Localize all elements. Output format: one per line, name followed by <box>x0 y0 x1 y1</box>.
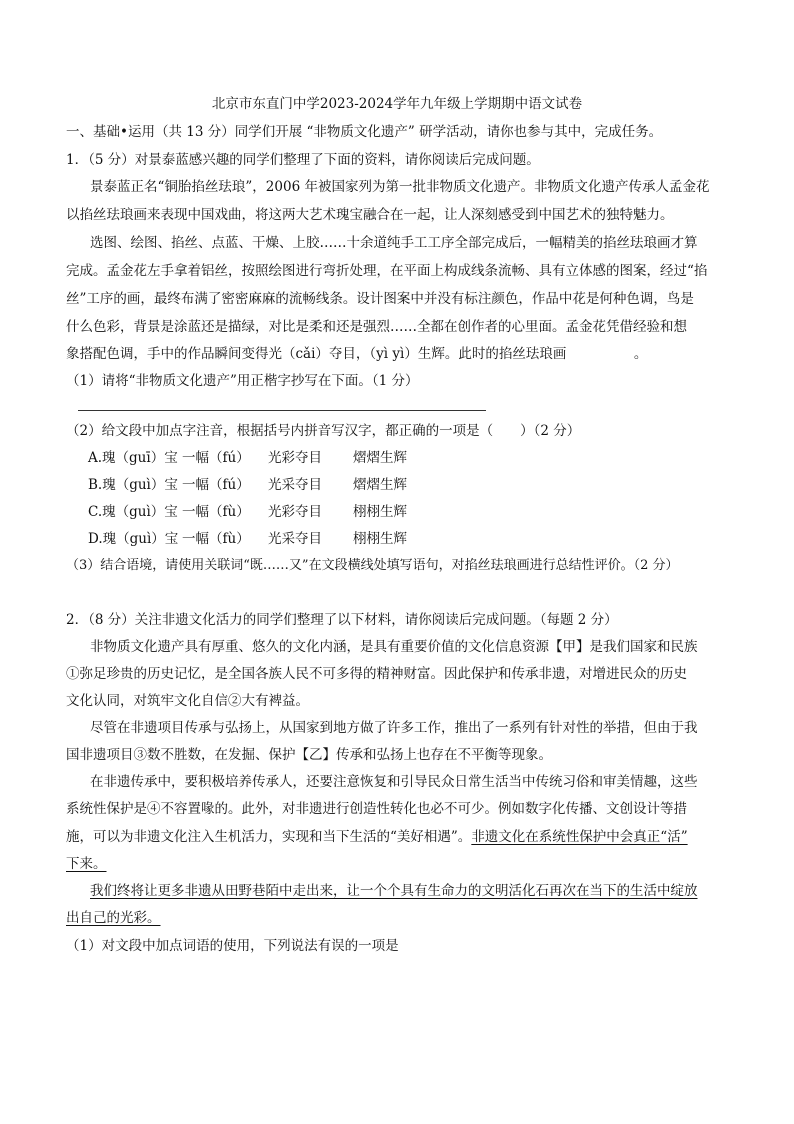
option-part: 光彩夺目 <box>268 504 322 520</box>
option-part: C.瑰（guì）宝 <box>88 504 178 520</box>
q1-sub2: （2）给文段中加点字注音，根据括号内拼音写汉字，都正确的一项是（ ）（2 分） <box>66 423 581 439</box>
q1-paragraph-line: 景泰蓝正名“铜胎掐丝珐琅”，2006 年被国家列为第一批非物质文化遗产。非物质文化遗产传承人孟金花 <box>90 179 710 195</box>
q2-paragraph-line: 系统性保护是④不容置喙的。此外，对非遗进行创造性转化也必不可少。例如数字化传播、文创设计等措 <box>66 801 687 817</box>
option-part: 一幅（fú） <box>182 477 250 493</box>
q2-sub1: （1）对文段中加点词语的使用，下列说法有误的一项是 <box>66 938 399 954</box>
option-part: 栩栩生辉 <box>353 531 407 547</box>
option-part: 熠熠生辉 <box>353 450 407 466</box>
q2-paragraph-line <box>66 827 794 847</box>
option-part: 一幅（fú） <box>182 450 250 466</box>
option-part: 熠熠生辉 <box>353 477 407 493</box>
page-title: 北京市东直门中学2023-2024学年九年级上学期期中语文试卷 <box>211 96 583 112</box>
q2-paragraph-line <box>90 881 794 901</box>
option-part: 一幅（fù） <box>182 531 250 547</box>
q2-paragraph-line: 国非遗项目③数不胜数，在发掘、保护【乙】传承和弘扬上也存在不平衡等现象。 <box>66 747 552 763</box>
q1-paragraph-line: 完成。孟金花左手拿着铝丝，按照绘图进行弯折处理，在平面上构成线条流畅、具有立体感的图案，经过“掐 <box>66 263 708 279</box>
answer-line <box>78 410 486 411</box>
q2-paragraph-line: ①弥足珍贵的历史记忆，是全国各族人民不可多得的精神财富。因此保护和传承非遗，对增进民众的历史 <box>66 666 687 682</box>
option-part: 光采夺目 <box>268 531 322 547</box>
underlined-sentence: 非遗文化在系统性保护中会真正“活” <box>471 829 688 845</box>
q2-paragraph-line: 非物质文化遗产具有厚重、悠久的文化内涵，是具有重要价值的文化信息资源【甲】是我们国家和民族 <box>90 639 698 655</box>
underlined-sentence: 我们终将让更多非遗从田野巷陌中走出来，让一个个具有生命力的文明活化石再次在当下的生活中绽放 <box>90 883 698 899</box>
q1-sub1: （1）请将“非物质文化遗产”用正楷字抄写在下面。（1 分） <box>66 373 419 389</box>
q2-paragraph-line: 在非遗传承中，要积极培养传承人，还要注意恢复和引导民众日常生活当中传统习俗和审美情趣，这些 <box>90 774 698 790</box>
q1-sub3: （3）结合语境，请使用关联词“既……又”在文段横线处填写语句，对掐丝珐琅画进行总结性评价。（2 分） <box>66 558 679 573</box>
option-part: 光彩夺目 <box>268 450 322 466</box>
option-part: 光采夺目 <box>268 477 322 493</box>
q2-paragraph-line <box>66 908 794 928</box>
section-heading: 一、基础•运用（共 13 分）同学们开展 “非物质文化遗产” 研学活动，请你也参与其中，完成任务。 <box>66 124 663 140</box>
q1-paragraph-line: 什么色彩，背景是涂蓝还是描绿，对比是柔和还是强烈……全都在创作者的心里面。孟金花凭借经验和想 <box>66 319 687 335</box>
q2-paragraph-line: 尽管在非遗项目传承与弘扬上，从国家到地方做了许多工作，推出了一系列有针对性的举措，但由于我 <box>90 720 698 736</box>
option-part: 一幅（fù） <box>182 504 250 520</box>
option-part: 栩栩生辉 <box>353 504 407 520</box>
q1-paragraph-line: 以掐丝珐琅画来表现中国戏曲，将这两大艺术瑰宝融合在一起，让人深刻感受到中国艺术的独特魅力。 <box>66 207 674 223</box>
option-part: B.瑰（guì）宝 <box>88 477 178 493</box>
underlined-sentence: 下来。 <box>66 856 107 872</box>
option-part: D.瑰（guì）宝 <box>88 531 179 547</box>
underlined-sentence: 出自己的光彩。 <box>66 910 161 926</box>
question-1-heading: 1．（5 分）对景泰蓝感兴趣的同学们整理了下面的资料，请你阅读后完成问题。 <box>66 152 540 168</box>
text-plain: 施，可以为非遗文化注入生机活力，实现和当下生活的“美好相遇”。 <box>66 829 472 845</box>
q1-paragraph-line: 选图、绘图、掐丝、点蓝、干燥、上胶……十余道纯手工工序全部完成后，一幅精美的掐丝珐琅画才算 <box>90 235 698 251</box>
option-part: A.瑰（guī）宝 <box>88 450 178 466</box>
q2-paragraph-line: 文化认同，对筑牢文化自信②大有裨益。 <box>66 693 309 709</box>
question-2-heading: 2．（8 分）关注非遗文化活力的同学们整理了以下材料，请你阅读后完成问题。（每题 2 分） <box>66 612 618 628</box>
q1-paragraph-line: 丝”工序的画，最终布满了密密麻麻的流畅线条。设计图案中并没有标注颜色，作品中花是何种色调，鸟是 <box>66 291 694 307</box>
q1-paragraph-line: 象搭配色调，手中的作品瞬间变得光（cǎi）夺目，（yì yì）生辉。此时的掐丝珐琅画 。 <box>66 346 648 362</box>
q2-paragraph-line <box>66 854 794 874</box>
